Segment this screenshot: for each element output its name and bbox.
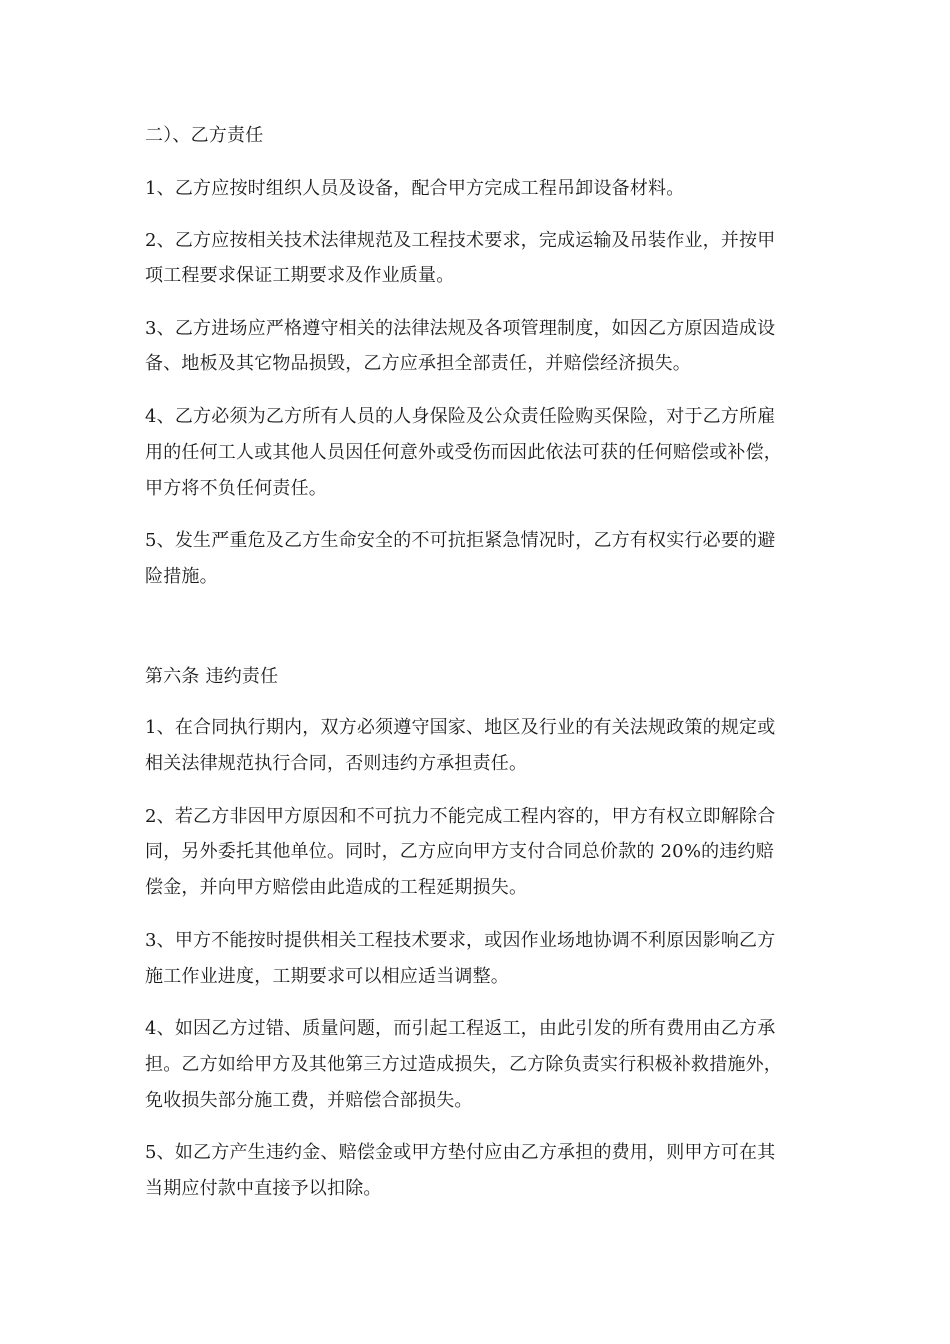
clause-line: 4、乙方必须为乙方所有人员的人身保险及公众责任险购买保险，对于乙方所雇 xyxy=(145,406,776,427)
clause-line: 2、若乙方非因甲方原因和不可抗力不能完成工程内容的，甲方有权立即解除合 xyxy=(145,806,776,827)
clause-line: 当期应付款中直接予以扣除。 xyxy=(145,1178,382,1199)
clause-line: 偿金，并向甲方赔偿由此造成的工程延期损失。 xyxy=(145,877,528,898)
clause-line: 免收损失部分施工费，并赔偿合部损失。 xyxy=(145,1090,473,1111)
clause-line: 备、地板及其它物品损毁，乙方应承担全部责任，并赔偿经济损失。 xyxy=(145,353,691,374)
clause-line: 3、甲方不能按时提供相关工程技术要求，或因作业场地协调不利原因影响乙方 xyxy=(145,930,776,951)
clause-line: 5、如乙方产生违约金、赔偿金或甲方垫付应由乙方承担的费用，则甲方可在其 xyxy=(145,1142,776,1163)
clause-line: 甲方将不负任何责任。 xyxy=(145,478,327,499)
clause-line: 2、乙方应按相关技术法律规范及工程技术要求，完成运输及吊装作业，并按甲 xyxy=(145,230,776,251)
clause-line: 1、乙方应按时组织人员及设备，配合甲方完成工程吊卸设备材料。 xyxy=(145,178,685,199)
clause-line: 5、发生严重危及乙方生命安全的不可抗拒紧急情况时，乙方有权实行必要的避 xyxy=(145,530,776,551)
article-heading: 第六条 违约责任 xyxy=(145,666,279,687)
clause-line: 用的任何工人或其他人员因任何意外或受伤而因此依法可获的任何赔偿或补偿， xyxy=(145,442,782,463)
clause-line: 项工程要求保证工期要求及作业质量。 xyxy=(145,265,455,286)
clause-line: 相关法律规范执行合同，否则违约方承担责任。 xyxy=(145,753,528,774)
clause-line: 同，另外委托其他单位。同时，乙方应向甲方支付合同总价款的 20%的违约赔 xyxy=(145,841,774,862)
clause-line: 3、乙方进场应严格遵守相关的法律法规及各项管理制度，如因乙方原因造成设 xyxy=(145,318,776,339)
clause-line: 险措施。 xyxy=(145,566,218,587)
clause-line: 4、如因乙方过错、质量问题，而引起工程返工，由此引发的所有费用由乙方承 xyxy=(145,1018,776,1039)
clause-line: 担。乙方如给甲方及其他第三方过造成损失，乙方除负责实行积极补救措施外， xyxy=(145,1054,782,1075)
section-heading: 二）、乙方责任 xyxy=(145,125,264,146)
clause-line: 1、在合同执行期内，双方必须遵守国家、地区及行业的有关法规政策的规定或 xyxy=(145,717,776,738)
clause-line: 施工作业进度，工期要求可以相应适当调整。 xyxy=(145,966,509,987)
